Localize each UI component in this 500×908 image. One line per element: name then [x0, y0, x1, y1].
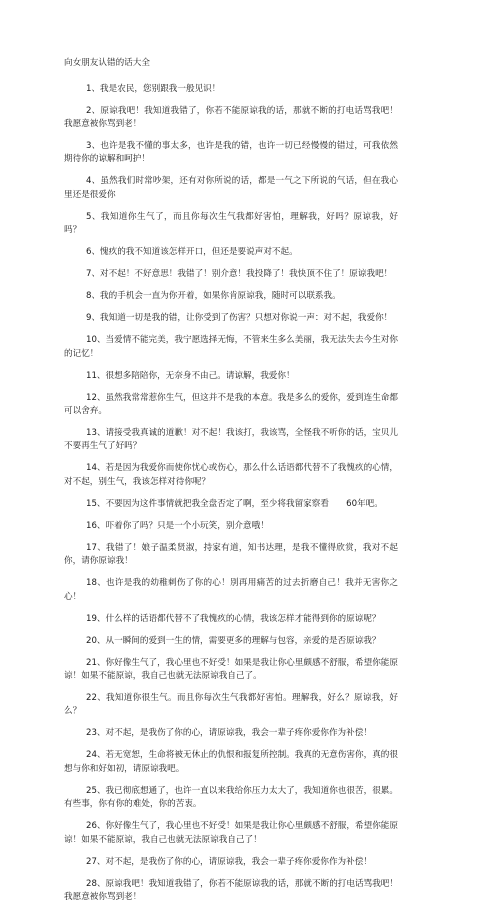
list-item: 27、对不起，是我伤了你的心，请原谅我，我会一辈子疼你爱你作为补偿！ — [86, 856, 372, 867]
list-item: 6、愧疚的我不知道该怎样开口，但还是要说声对不起。 — [86, 247, 298, 258]
document — [64, 56, 398, 908]
item-list — [64, 83, 398, 905]
list-item: 8、我的手机会一直为你开着，如果你肯原谅我，随时可以联系我。 — [86, 291, 341, 302]
list-item: 10、当爱情不能完美，我宁愿选择无悔，不管来生多么美丽，我无法失去今生对你的记忆！ — [64, 335, 398, 359]
list-item: 1、我是农民，您别跟我一般见识！ — [86, 83, 221, 94]
list-item: 25、我已彻底想通了，也许一直以来我给你压力太大了，我知道你也很苦，很累。有些事，你有你的难处，你的苦衷。 — [64, 785, 398, 810]
list-item: 2、原谅我吧！我知道我错了，你若不能原谅我的话，那就不断的打电话骂我吧！我愿意被你骂到老！ — [64, 105, 398, 129]
list-item: 19、什么样的话语都代替不了我愧疚的心情，我该怎样才能得到你的原谅呢？ — [86, 613, 381, 624]
list-item: 28、原谅我吧！我知道我错了，你若不能原谅我的话，那就不断的打电话骂我吧！我愿意被你骂到老！ — [64, 878, 398, 903]
list-item: 16、吓着你了吗？只是一个小玩笑，别介意哦！ — [86, 520, 269, 531]
list-item: 9、我知道一切是我的错，让你受到了伤害？只想对你说一声：对不起，我爱你！ — [86, 313, 393, 324]
list-item: 7、对不起！不好意思！我错了！别介意！我投降了！我快顶不住了！原谅我吧！ — [86, 269, 393, 280]
list-item: 21、你好像生气了，我心里也不好受！如果是我让你心里颇感不舒服，希望你能原谅！如果不能原谅，我自己也就无法原谅我自己了。 — [64, 657, 398, 682]
list-item: 13、请接受我真诚的道歉！对不起！我该打，我该骂，全怪我不听你的话，宝贝儿不要再生气了好吗？ — [64, 428, 398, 452]
list-item: 5、我知道你生气了，而且你每次生气我都好害怕，理解我，好吗？原谅我，好吗？ — [64, 211, 398, 236]
document-title: 向女朋友认错的话大全 — [64, 58, 150, 68]
list-item: 18、也许是我的幼稚刺伤了你的心！別再用痛苦的过去折磨自己！我并无害你之心！ — [64, 578, 398, 602]
list-item: 4、虽然我们时常吵架，还有对你所说的话，都是一气之下所说的气话，但在我心里还是很爱你 — [64, 176, 398, 200]
list-item: 22、我知道你很生气。而且你每次生气我都好害怕。理解我，好么？原谅我，好么？ — [64, 693, 398, 717]
list-item: 15、不要因为这件事情就把我全盘否定了啊，至少将我留家察看 60年吧。 — [86, 498, 383, 509]
list-item: 24、若无宽恕，生命将被无休止的仇恨和报复所控制。我真的无意伤害你，真的很想与你和好如初，请原谅我吧。 — [64, 750, 398, 774]
list-item: 20、从一瞬间的爱到一生的情，需要更多的理解与包容，亲爱的是否原谅我？ — [86, 635, 381, 646]
list-item: 3、也许是我不懂的事太多，也许是我的错，也许一切已经慢慢的错过，可我依然期待你的谅解和呵护！ — [64, 141, 398, 165]
list-item: 23、对不起，是我伤了你的心，请原谅我，我会一辈子疼你爱你作为补偿！ — [86, 728, 372, 739]
list-item: 17、我错了！娘子温柔贤淑，持家有道，知书达理，是我不懂得欣赏，我对不起你，请你原谅我！ — [64, 542, 398, 567]
list-item: 14、若是因为我爱你而使你忧心或伤心，那么什么话语都代替不了我愧疚的心情，对不起，别生气，我该怎样对待你呢？ — [64, 463, 398, 487]
list-item: 11、很想多陪陪你，无奈身不由己。请谅解，我爱你！ — [86, 370, 295, 381]
list-item: 12、虽然我常常惹你生气，但这并不是我的本意。我是多么的爱你，爱到连生命都可以舍弃。 — [64, 392, 398, 417]
list-item: 26、你好像生气了，我心里也不好受！如果是我让你心里颇感不舒服，希望你能原谅！如果不能原谅，我自己也就无法原谅我自己了！ — [64, 821, 398, 845]
